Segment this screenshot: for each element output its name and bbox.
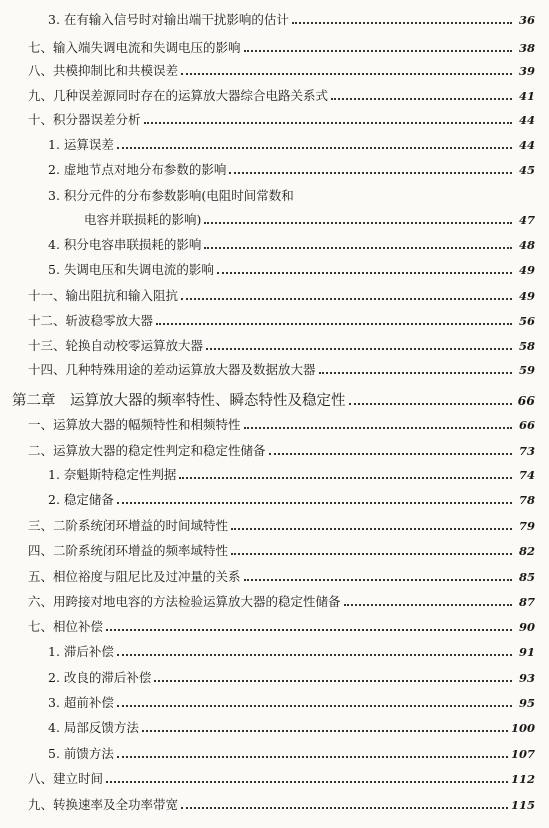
toc-entry (48, 256, 535, 278)
toc-dot-leader (142, 730, 508, 732)
toc-entry (48, 638, 535, 660)
toc-dot-leader (181, 807, 508, 809)
toc-entry (48, 714, 535, 736)
toc-dot-leader (106, 629, 512, 631)
toc-dot-leader (117, 756, 508, 758)
toc-entry (48, 461, 535, 483)
toc-page-number: 115 (510, 798, 535, 812)
toc-entry-title: 2. 稳定储备 (48, 492, 114, 507)
toc-dot-leader (344, 604, 512, 606)
toc-entry-title: 九、几种误差源同时存在的运算放大器综合电路关系式 (28, 88, 329, 103)
toc-page-number: 58 (518, 339, 535, 353)
toc-entry-title: 2. 改良的滞后补偿 (48, 670, 152, 685)
toc-entry (48, 182, 535, 204)
toc-entry (28, 282, 535, 304)
toc-entry (28, 307, 535, 329)
toc-page-number: 85 (518, 570, 535, 584)
toc-page-number: 93 (518, 671, 535, 685)
toc-entry (48, 131, 535, 153)
toc-entry-title: 九、转换速率及全功率带宽 (28, 797, 179, 812)
toc-page-number: 100 (510, 721, 535, 735)
toc-page-number: 44 (518, 113, 535, 127)
toc-page-number: 91 (518, 645, 535, 659)
toc-entry (28, 512, 535, 534)
toc-dot-leader (117, 654, 512, 656)
toc-dot-leader (244, 50, 512, 52)
toc-page-number: 87 (518, 595, 535, 609)
toc-entry (48, 740, 535, 762)
toc-entry-title: 第二章 运算放大器的频率特性、瞬态特性及稳定性 (12, 393, 346, 409)
toc-entry (28, 563, 535, 585)
toc-entry-title: 十二、斩波稳零放大器 (28, 313, 154, 328)
toc-entry (28, 34, 535, 56)
toc-dot-leader (319, 372, 512, 374)
toc-entry-title: 5. 失调电压和失调电流的影响 (48, 262, 214, 277)
toc-entry-title: 1. 奈魁斯特稳定性判据 (48, 467, 177, 482)
toc-page-number: 56 (518, 314, 535, 328)
toc-entry (28, 82, 535, 104)
toc-entry (28, 411, 535, 433)
toc-entry (28, 537, 535, 559)
toc-dot-leader (204, 222, 512, 224)
toc-entry-title: 1. 滞后补偿 (48, 644, 114, 659)
toc-dot-leader (229, 172, 512, 174)
toc-entry-title: 电容并联损耗的影响) (84, 212, 202, 227)
toc-entry-title: 七、输入端失调电流和失调电压的影响 (28, 40, 241, 55)
toc-page-number: 59 (518, 363, 535, 377)
toc-entry (28, 791, 535, 813)
toc-entry (28, 106, 535, 128)
toc-entry-title: 十一、输出阻抗和输入阻抗 (28, 288, 179, 303)
toc-dot-leader (117, 502, 512, 504)
toc-page-number: 73 (518, 444, 535, 458)
toc-entry (28, 57, 535, 79)
toc-entry (48, 664, 535, 686)
toc-dot-leader (106, 781, 508, 783)
toc-dot-leader (144, 122, 512, 124)
toc-entry (48, 689, 535, 711)
toc-entry (84, 206, 535, 228)
toc-entry-title: 二、运算放大器的稳定性判定和稳定性储备 (28, 443, 266, 458)
toc-entry-title: 十、积分器误差分析 (28, 112, 141, 127)
toc-page-number: 39 (518, 64, 535, 78)
toc-dot-leader (117, 705, 512, 707)
toc-page-number: 48 (518, 238, 535, 252)
toc-dot-leader (269, 453, 512, 455)
toc-page-number: 47 (518, 213, 535, 227)
toc-entry (28, 332, 535, 354)
toc-dot-leader (154, 680, 512, 682)
toc-dot-leader (349, 403, 513, 405)
toc-entry-title: 3. 超前补偿 (48, 695, 114, 710)
toc-entry-title: 4. 局部反馈方法 (48, 720, 139, 735)
toc-page-number: 112 (510, 772, 535, 786)
toc-entry-title: 四、二阶系统闭环增益的频率域特性 (28, 543, 229, 558)
toc-dot-leader (292, 22, 512, 24)
toc-entry-title: 三、二阶系统闭环增益的时间域特性 (28, 518, 229, 533)
toc-entry-title: 十三、轮换自动校零运算放大器 (28, 338, 204, 353)
toc-page-number: 95 (518, 696, 535, 710)
toc-dot-leader (156, 323, 512, 325)
toc-entry (28, 613, 535, 635)
toc-dot-leader (244, 579, 512, 581)
toc-page-number: 41 (518, 89, 535, 103)
toc-entry (28, 588, 535, 610)
toc-page-number: 44 (518, 138, 535, 152)
toc-dot-leader (231, 553, 512, 555)
toc-entry (48, 156, 535, 178)
toc-entry (28, 437, 535, 459)
toc-dot-leader (244, 427, 512, 429)
toc-entry-title: 5. 前馈方法 (48, 746, 114, 761)
toc-dot-leader (181, 298, 512, 300)
toc-page-number: 49 (518, 263, 535, 277)
toc-entry-title: 4. 积分电容串联损耗的影响 (48, 237, 202, 252)
toc-page-number: 38 (518, 41, 535, 55)
toc-entry (48, 6, 535, 28)
toc-dot-leader (117, 147, 512, 149)
toc-page-number: 82 (518, 544, 535, 558)
toc-page-number: 45 (518, 163, 535, 177)
toc-entry-title: 1. 运算误差 (48, 137, 114, 152)
toc-entry (48, 231, 535, 253)
toc-page-number: 90 (518, 620, 535, 634)
toc-dot-leader (179, 477, 512, 479)
toc-page-number: 66 (518, 418, 535, 432)
toc-entry (28, 356, 535, 378)
toc-dot-leader (204, 247, 512, 249)
toc-page-number: 78 (518, 493, 535, 507)
toc-entry (48, 486, 535, 508)
toc-page-number: 49 (518, 289, 535, 303)
toc-dot-leader (231, 528, 512, 530)
toc-page-number: 66 (517, 393, 535, 408)
toc-dot-leader (217, 272, 512, 274)
toc-page-number: 36 (518, 13, 535, 27)
toc-entry-title: 七、相位补偿 (28, 619, 104, 634)
toc-entry-title: 八、共模抑制比和共模误差 (28, 63, 179, 78)
toc-chapter-heading (12, 385, 535, 409)
toc-entry-title: 一、运算放大器的幅频特性和相频特性 (28, 417, 241, 432)
toc-page-number: 74 (518, 468, 535, 482)
toc-entry-title: 3. 在有输入信号时对输出端干扰影响的估计 (48, 12, 289, 27)
toc-entry (28, 765, 535, 787)
toc-entry-title: 八、建立时间 (28, 771, 104, 786)
toc-entry-title: 六、用跨接对地电容的方法检验运算放大器的稳定性储备 (28, 594, 341, 609)
toc-entry-title: 3. 积分元件的分布参数影响(电阻时间常数和 (48, 188, 294, 203)
toc-entry-title: 十四、几种特殊用途的差动运算放大器及数据放大器 (28, 362, 316, 377)
toc-page-number: 79 (518, 519, 535, 533)
toc-entry-title: 2. 虚地节点对地分布参数的影响 (48, 162, 227, 177)
toc-dot-leader (331, 98, 512, 100)
toc-page-number: 107 (510, 747, 535, 761)
toc-dot-leader (206, 348, 512, 350)
toc-dot-leader (181, 73, 512, 75)
toc-entry-title: 五、相位裕度与阻尼比及过冲量的关系 (28, 569, 241, 584)
